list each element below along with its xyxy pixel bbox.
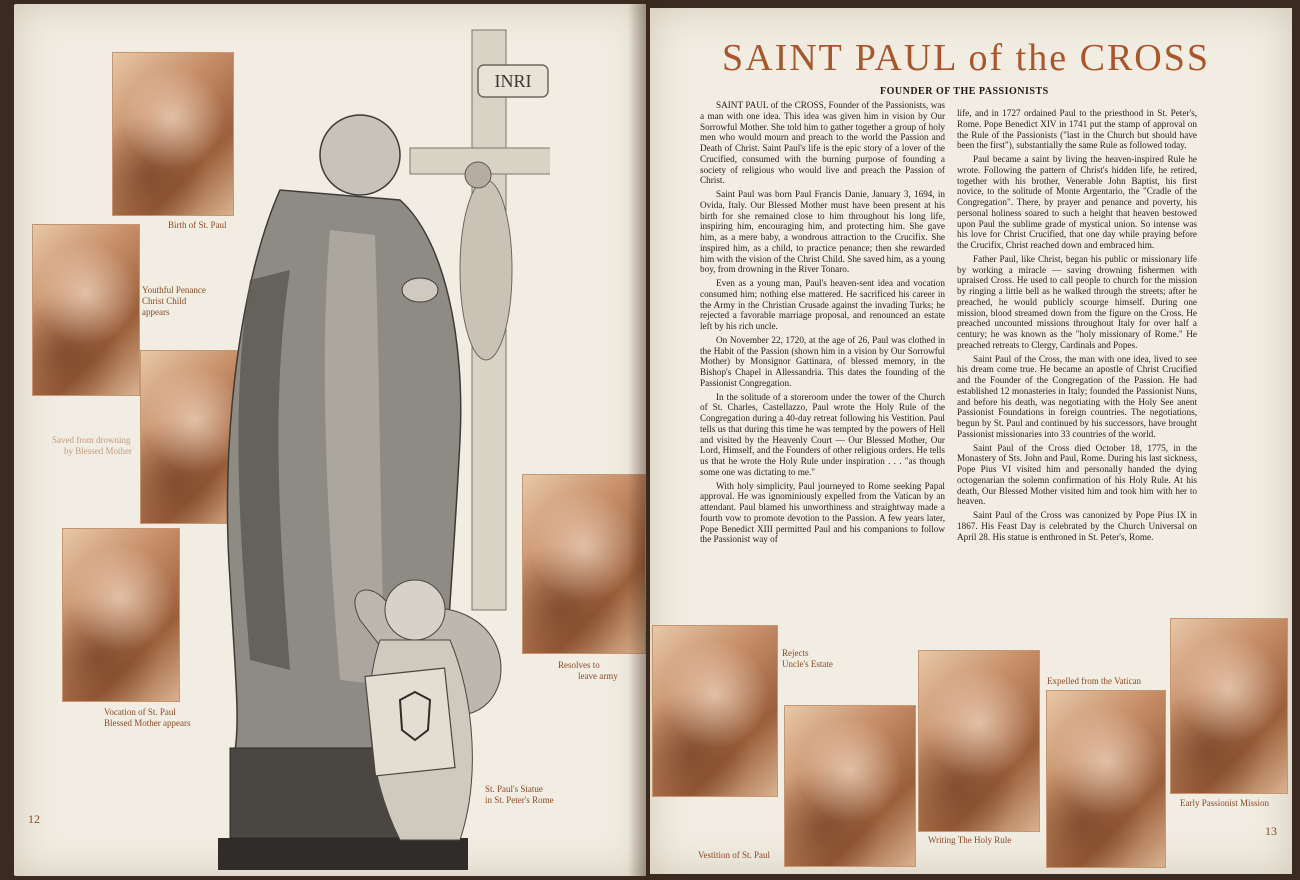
caption-expelled: Expelled from the Vatican: [1047, 676, 1142, 686]
caption-line: leave army: [578, 671, 618, 681]
photo-youthful-penance: [32, 224, 140, 396]
caption-line: Christ Child: [142, 296, 187, 306]
paragraph: On November 22, 1720, at the age of 26, Paul was clothed in the Habit of the Passion (shown him in a vision by Our Sorrowful Mother) by Monsignor Gattinara, of blessed memory, in the Bishop's Chapel in Allessandria. This dates the founding of the Passionist Congregation.: [700, 334, 945, 388]
saint-hand: [402, 278, 438, 302]
article-column-2: [957, 108, 1197, 608]
caption-vocation: [104, 707, 190, 729]
caption-line: appears: [142, 307, 170, 317]
caption-statue: [485, 784, 554, 806]
caption-line: St. Paul's Statue: [485, 784, 543, 794]
caption-line: Youthful Penance: [142, 285, 206, 295]
caption-resolves: [558, 660, 618, 682]
caption-writing: Writing The Holy Rule: [928, 835, 1012, 845]
caption-line: Saved from drowning: [52, 435, 131, 445]
saint-head: [320, 115, 400, 195]
paragraph: Even as a young man, Paul's heaven-sent idea and vocation consumed him; nothing else mattered. He sacrificed his career in the Army in the Christian Crusade against the invading Turks; he rejected a favorable marriage proposal, and renounced an estate left by his rich uncle.: [700, 278, 945, 331]
paragraph: In the solitude of a storeroom under the tower of the Church of St. Charles, Castellazzo, Paul wrote the Holy Rule of the Congregation during a 40-day retreat following his Vestition. Paul tells us that during this time he was tempted by the powers of Hell and visited by the Heavenly Court — Our Blessed Mother, Our Lord, Himself, and the Founders of other religious orders. He tells us that he wrote the Holy Rule under inspiration . . . "as though some one was dictating to me.": [700, 391, 945, 477]
caption-line: Uncle's Estate: [782, 659, 833, 669]
photo-vocation: [62, 528, 180, 702]
statue-illustration: [210, 20, 550, 870]
paragraph: Saint Paul of the Cross, the man with one idea, lived to see his dream come true. He became an apostle of Christ Crucified and the Founder of the Congregation of the Passion. He had established 12 monasteries in Italy; founded the Passionist Nuns, and before his death, was negotiating with the Holy See anent Passionist Foundations in foreign countries. The negotiations, begun by St. Paul and continued by his successors, have brought Passionist missionaries into 33 countries of the world.: [957, 353, 1197, 439]
photo-early-passionist-mission: [1170, 618, 1288, 794]
photo-expelled-from-vatican: [1046, 690, 1166, 868]
caption-line: by Blessed Mother: [64, 446, 132, 456]
inri-text: INRI: [494, 71, 532, 91]
caption-rejects: [782, 648, 833, 670]
page-subtitle: FOUNDER OF THE PASSIONISTS: [880, 86, 1049, 97]
caption-youthful-penance: [142, 285, 206, 318]
corpus-head: [465, 162, 491, 188]
cherub-head: [385, 580, 445, 640]
paragraph: SAINT PAUL of the CROSS, Founder of the Passionists, was a man with one idea. This idea was given him in vision by Our Sorrowful Mother. She told him to gather together a group of holy men who would mourn and preach to the world the Passion and Death of Christ. Saint Paul's life is the epic story of a lover of the Crucified, consumed with the burning purpose of founding a society of religious who would live and preach the Passion of Christ.: [700, 100, 945, 186]
corpus-figure: [460, 180, 512, 360]
paragraph: life, and in 1727 ordained Paul to the priesthood in St. Peter's, Rome. Pope Benedict XIV in 1741 put the stamp of approval on the Rule of the Passionists ("last in the Church but should have been the first"), substantially the same Rule as followed today.: [957, 108, 1197, 151]
paragraph: With holy simplicity, Paul journeyed to Rome seeking Papal approval. He was ignominiously expelled from the Vatican by an attendant. Paul blamed his unworthiness and straightway made a fourth vow to promote devotion to the Passion. A few years later, Pope Benedict XIII permitted Paul and his companions to follow the Passionist way of: [700, 480, 945, 545]
cherub-tablet: [365, 668, 455, 776]
paragraph: Father Paul, like Christ, began his public or missionary life by working a miracle — saving drowning fishermen with upraised Cross. He used to call people to church for the mission by ringing a little bell as he walked through the streets; after he preached, he would publicly scourge himself. During one mission, blood streamed down from the figure on the Cross. He preached uncounted missions throughout Italy for over half a century; he was known as the "holy missionary of Rome." He preached retreats to Clergy, Cardinals and Popes.: [957, 253, 1197, 350]
pedestal-base: [218, 838, 468, 870]
paragraph: Saint Paul was born Paul Francis Danie, January 3, 1694, in Ovida, Italy. Our Blessed Mother must have been present at his birth for she remained close to him throughout his long life, inspiring him, encouraging him, and protecting him. She gave him, as a mere baby, a wondrous attraction to the Crucifix. She inspired him, as a child, to practice penance; then she rewarded him with the vision of the Christ Child. She saved him, as a young boy, from drowning in the River Tonaro.: [700, 189, 945, 275]
caption-line: Resolves to: [558, 660, 600, 670]
caption-vestition: Vestition of St. Paul: [698, 850, 771, 860]
paragraph: Paul became a saint by living the heaven-inspired Rule he wrote. Following the pattern of Christ's hidden life, he retired, together with his brother, Venerable John Baptist, his first novice, to the solitude of Monte Argentario, the "Cradle of the Congregation". There, by prayer and penance and poverty, his personal holiness soared to such a height that heaven bestowed upon Paul the sublime grade of mystical union. So intense was his love for Christ Crucified, that one day while praying before the Crucifix, Christ reached down and embraced him.: [957, 154, 1197, 250]
caption-saved: [52, 435, 132, 457]
caption-line: Blessed Mother appears: [104, 718, 191, 728]
caption-line: Rejects: [782, 648, 809, 658]
paragraph: Saint Paul of the Cross was canonized by Pope Pius IX in 1867. His Feast Day is celebrated by the Church Universal on April 28. His statue is enthroned in St. Peter's, Rome.: [957, 510, 1197, 542]
page-title: SAINT PAUL of the CROSS: [722, 37, 1211, 79]
caption-early-mission: Early Passionist Mission: [1180, 798, 1270, 808]
caption-birth: Birth of St. Paul: [168, 220, 227, 230]
paragraph: Saint Paul of the Cross died October 18, 1775, in the Monastery of Sts. John and Paul, Rome. During his last sickness, Pope Pius VI visited him and personally handed the dying octogenarian the solemn confirmation of his Holy Rule. At his death, Our Blessed Mother visited him and took him with her to heaven.: [957, 442, 1197, 507]
page-number-left: 12: [28, 812, 40, 826]
article-column-1: [700, 100, 945, 700]
photo-writing-holy-rule: [918, 650, 1040, 832]
photo-rejects-uncles-estate: [652, 625, 778, 797]
caption-line: Vocation of St. Paul: [104, 707, 176, 717]
photo-vestition: [784, 705, 916, 867]
page-number-right: 13: [1265, 824, 1277, 838]
caption-line: in St. Peter's Rome: [485, 795, 554, 805]
